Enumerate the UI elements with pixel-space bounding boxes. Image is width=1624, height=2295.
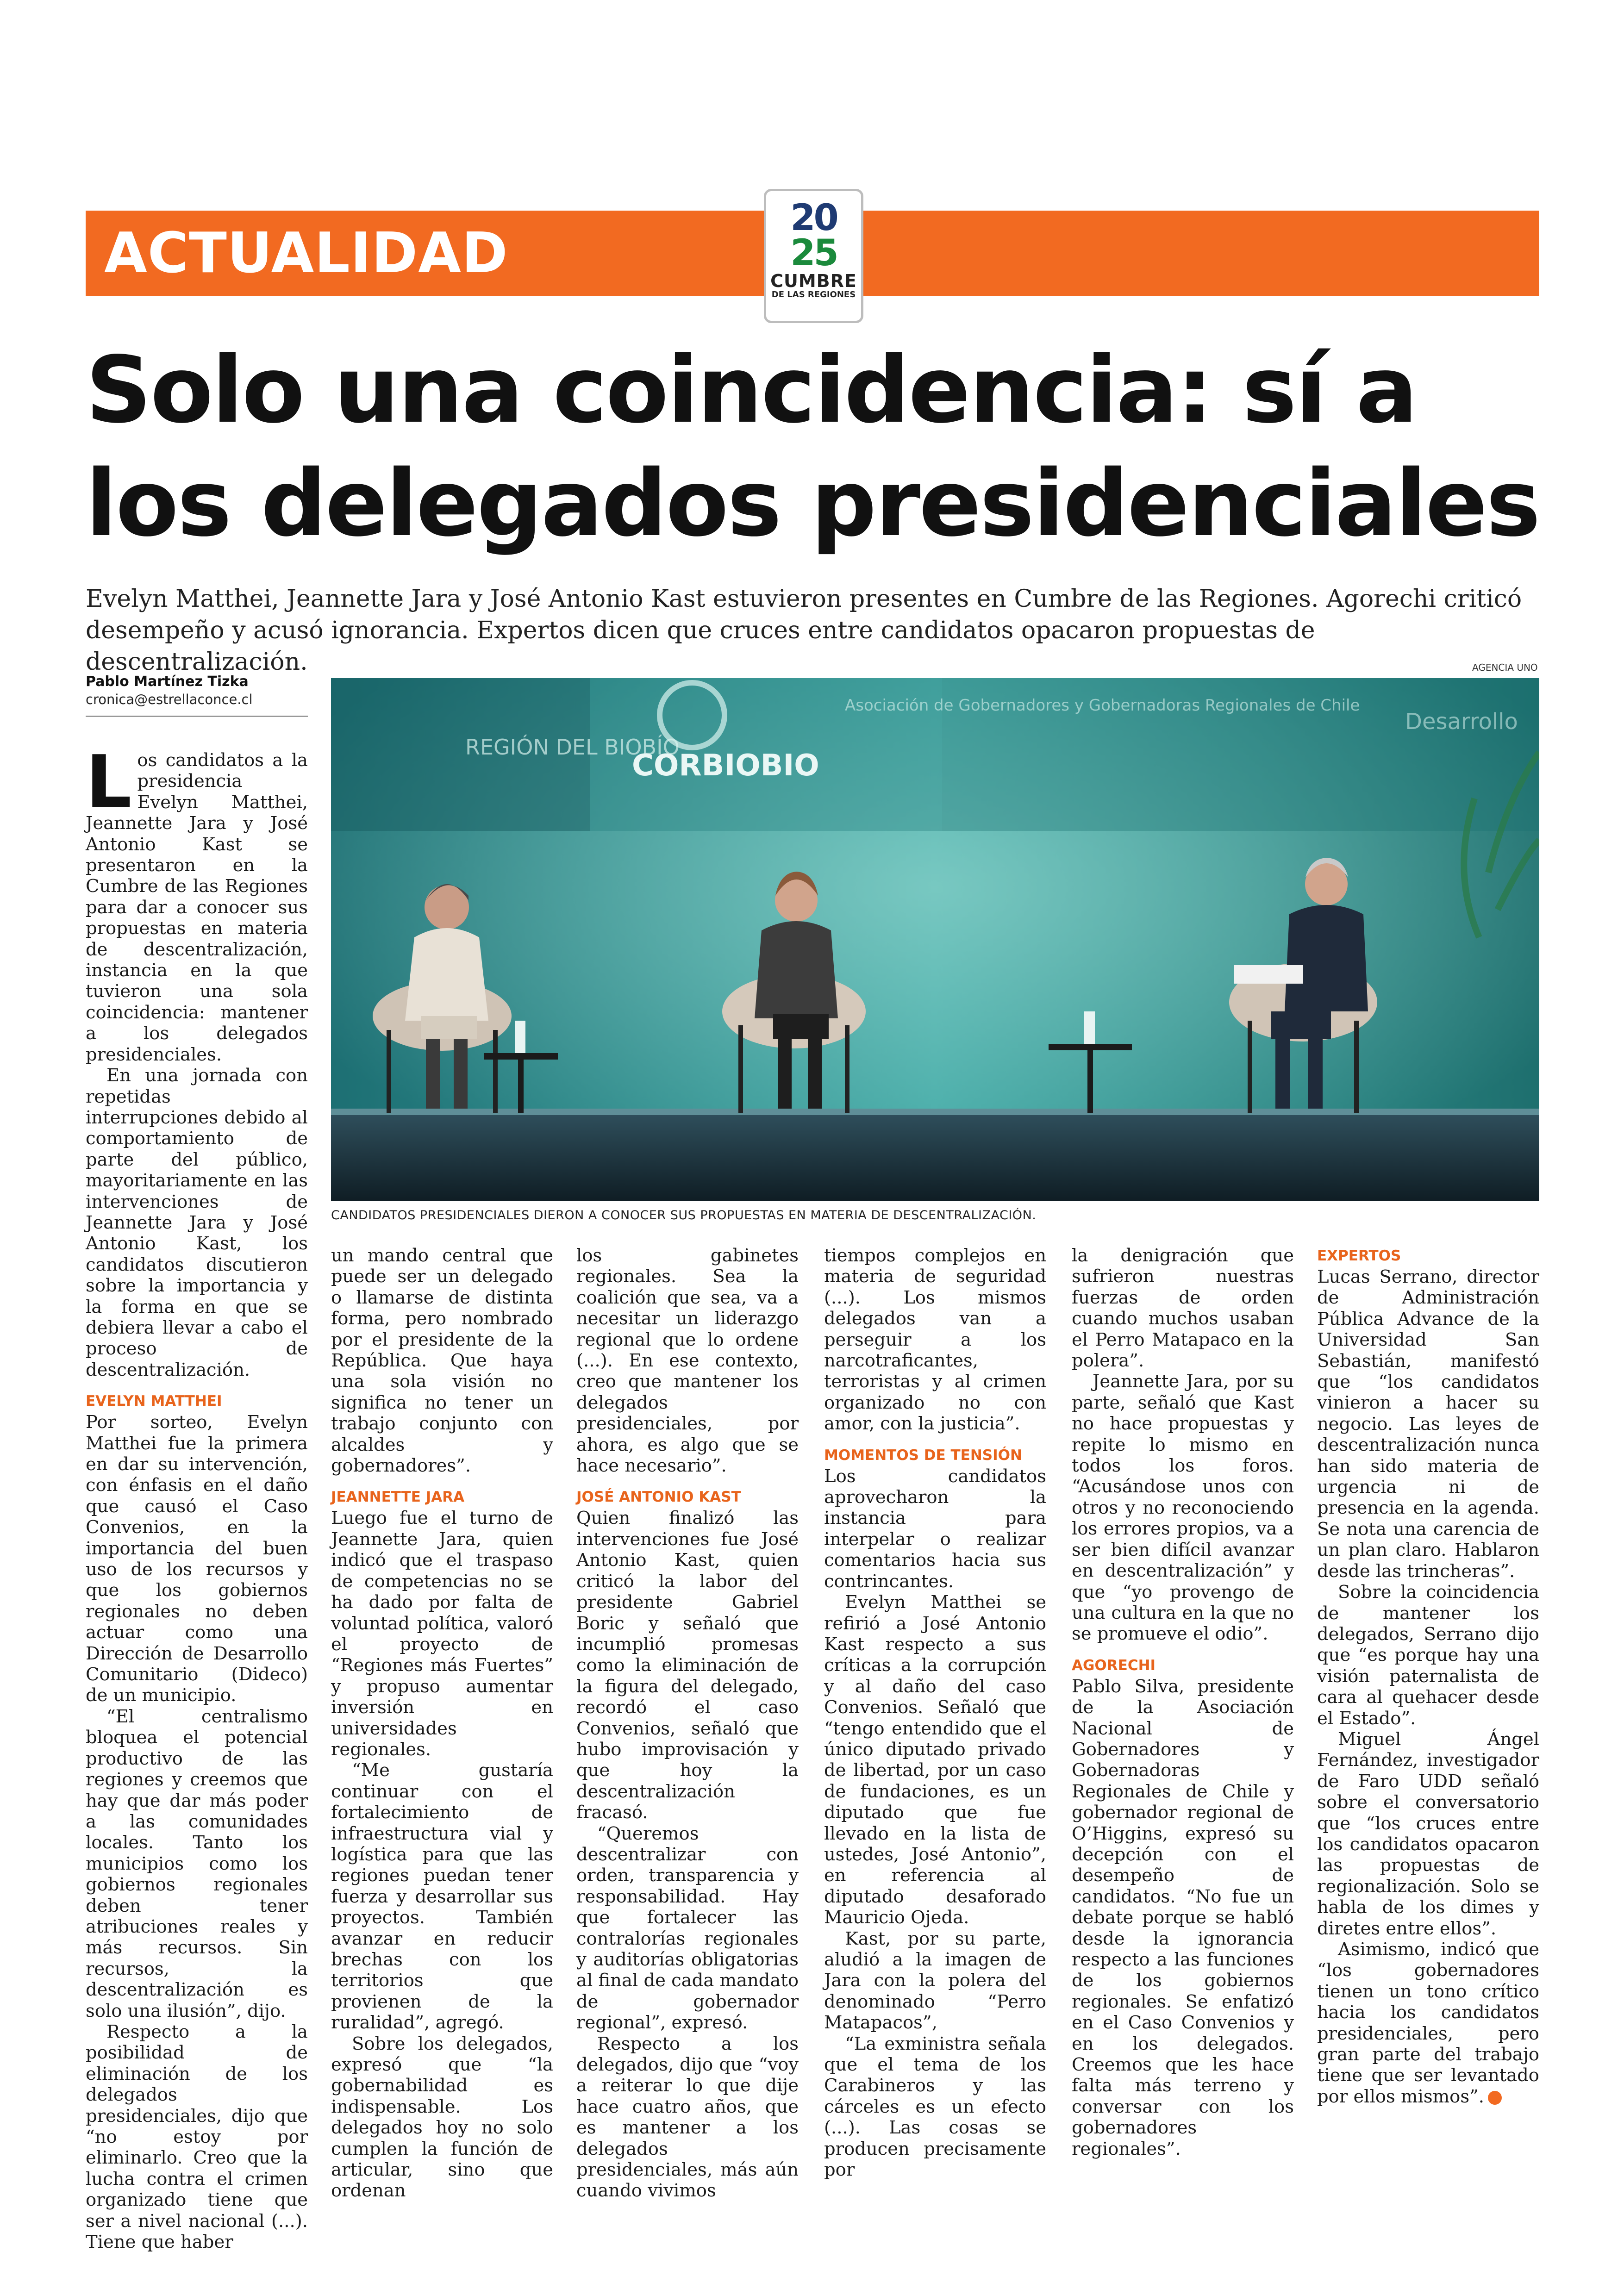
screen-text-corbiobio: CORBIOBIO: [632, 748, 819, 783]
paragraph: los gabinetes regionales. Sea la coalición que sea, va a necesitar un liderazgo regional que lo ordene (...). En ese contexto, creo que mantener los delegados presidenciales, por ahora, es algo que se hace necesario”.: [576, 1245, 799, 1477]
paragraph: tiempos complejos en materia de seguridad (...). Los mismos delegados van a perseguir a los narcotraficantes, terroristas y al crimen organizado no con amor, con la justicia”.: [824, 1245, 1046, 1434]
paragraph: Sobre la coincidencia de mantener los delegados, Serrano dijo que “es porque hay una visión paternalista de cara al quehacer desde el Estado”.: [1317, 1582, 1539, 1729]
article-column-2: [331, 1245, 553, 2201]
paragraph: la denigración que sufrieron nuestras fuerzas de orden cuando muchos usaban el Perro Matapaco en la polera”.: [1072, 1245, 1294, 1372]
article-column-3: [576, 1245, 799, 2201]
cumbre-2025-logo: [764, 189, 863, 323]
end-of-article-icon: [1488, 2091, 1502, 2105]
logo-year-bottom: 25: [790, 232, 837, 274]
screen-text-asociacion: Asociación de Gobernadores y Gobernadoras Regionales de Chile: [845, 696, 1360, 715]
paragraph: “La exministra señala que el tema de los Carabineros y las cárceles es un efecto (...). Las cosas se producen precisamente por: [824, 2033, 1046, 2181]
paragraph: Evelyn Matthei se refirió a José Antonio Kast respecto a sus críticas a la corrupción y al daño del caso Convenios. Señaló que “tengo entendido que el único diputado privado de libertad, por un caso de fundaciones, es un diputado que fue llevado en la lista de ustedes, José Antonio”, en referencia al diputado desaforado Mauricio Ojeda.: [824, 1592, 1046, 1928]
headline: [86, 333, 1539, 560]
dek: Evelyn Matthei, Jeannette Jara y José Antonio Kast estuvieron presentes en Cumbre de las Regiones. Agorechi criticó desempeño y acusó ignorancia. Expertos dicen que cruces entre candidatos opacaron propuestas de descentralización.: [86, 585, 1522, 676]
screen-text-desarrollo: Desarrollo: [1405, 709, 1518, 735]
photo-credit: AGENCIA UNO: [1472, 662, 1538, 673]
stage-scene-illustration: [331, 678, 1539, 1201]
article-column-1: [86, 740, 308, 2253]
screen-text-region: REGIÓN DEL BIOBÍO: [465, 735, 680, 760]
headline-line-1: Solo una coincidencia: sí a: [86, 337, 1417, 443]
subhead-jara: JEANNETTE JARA: [331, 1489, 465, 1506]
photo-caption: CANDIDATOS PRESIDENCIALES DIERON A CONOCER SUS PROPUESTAS EN MATERIA DE DESCENTRALIZACIÓN.: [331, 1208, 1037, 1222]
logo-name: CUMBRE: [770, 271, 857, 291]
paragraph: Los candidatos a la presidencia Evelyn Matthei, Jeannette Jara y José Antonio Kast se presentaron en la Cumbre de las Regiones para dar a conocer sus propuestas en materia de descentralización, instancia en la que tuvieron una sola coincidencia: mantener a los delegados presidenciales.: [86, 740, 308, 1065]
paragraph: Luego fue el turno de Jeannette Jara, quien indicó que el traspaso de competencias no se ha dado por falta de voluntad política, valoró el proyecto de “Regiones más Fuertes” y propuso aumentar inversión en universidades regionales.: [331, 1508, 553, 1760]
section-label: ACTUALIDAD: [104, 221, 508, 286]
paragraph: Kast, por su parte, aludió a la imagen de Jara con la polera del denominado “Perro Matapacos”,: [824, 1928, 1046, 2033]
article-column-5: [1072, 1245, 1294, 2159]
headline-line-2: los delegados presidenciales: [86, 450, 1539, 557]
subhead-matthei: EVELYN MATTHEI: [86, 1393, 222, 1410]
paragraph: Jeannette Jara, por su parte, señaló que Kast no hace propuestas y repite lo mismo en todos los foros. “Acusándose unos con otros y no reconociendo los errores propios, va a ser bien difícil avanzar en descentralización” y que “yo provengo de una cultura en la que no se promueve el odio”.: [1072, 1371, 1294, 1645]
paragraph: “Me gustaría continuar con el fortalecimiento de infraestructura vial y logística para que las regiones puedan tener fuerza y desarrollar sus proyectos. También avanzar en reducir brechas con los territorios que provienen de la ruralidad”, agregó.: [331, 1760, 553, 2033]
paragraph: En una jornada con repetidas interrupciones debido al comportamiento de parte del público, mayoritariamente en las intervenciones de Jeannette Jara y José Antonio Kast, los candidatos discutieron sobre la importancia y la forma en que se debiera llevar a cabo el proceso de descentralización.: [86, 1065, 308, 1380]
paragraph: “Queremos descentralizar con orden, transparencia y responsabilidad. Hay que fortalecer las contralorías regionales y auditorías obligatorias al final de cada mandato de gobernador regional”, expresó.: [576, 1823, 799, 2033]
paragraph: Lucas Serrano, director de Administración Pública Advance de la Universidad San Sebastián, manifestó que “los candidatos vinieron a hacer su negocio. Las leyes de descentralización nunca han sido materia de urgencia ni de presencia en la agenda. Se nota una carencia de un plan claro. Hablaron desde las trincheras”.: [1317, 1266, 1539, 1582]
subhead-expertos: EXPERTOS: [1317, 1247, 1401, 1264]
logo-subname: DE LAS REGIONES: [771, 290, 856, 299]
article-column-4: [824, 1245, 1046, 2180]
paragraph: un mando central que puede ser un delegado o llamarse de distinta forma, pero nombrado por el presidente de la República. Que haya una sola visión no significa no tener un trabajo conjunto con alcaldes y gobernadores”.: [331, 1245, 553, 1477]
paragraph: Quien finalizó las intervenciones fue José Antonio Kast, quien criticó la labor del presidente Gabriel Boric y señaló que incumplió promesas como la eliminación de la figura del delegado, recordó el caso Convenios, señaló que hubo improvisación y que hoy la descentralización fracasó.: [576, 1508, 799, 1823]
paragraph: Respecto a la posibilidad de eliminación de los delegados presidenciales, dijo que “no estoy por eliminarlo. Creo que la lucha contra el crimen organizado tiene que ser a nivel nacional (...). Tiene que haber: [86, 2021, 308, 2253]
paragraph: “El centralismo bloquea el potencial productivo de las regiones y creemos que hay que dar más poder a las comunidades locales. Tanto los municipios como los gobiernos regionales deben tener atribuciones reales y más recursos. Sin recursos, la descentralización es solo una ilusión”, dijo.: [86, 1706, 308, 2021]
subhead-tension: MOMENTOS DE TENSIÓN: [824, 1447, 1022, 1464]
byline-email: cronica@estrellaconce.cl: [86, 692, 253, 707]
paragraph: Por sorteo, Evelyn Matthei fue la primera en dar su intervención, con énfasis en el daño que causó el Caso Convenios, en la importancia del buen uso de los recursos y que los gobiernos regionales no deben actuar como una Dirección de Desarrollo Comunitario (Dideco) de un municipio.: [86, 1412, 308, 1706]
paragraph: Miguel Ángel Fernández, investigador de Faro UDD señaló sobre el conversatorio que “los cruces entre los candidatos opacaron las propuestas de regionalización. Solo se habla de los dimes y diretes entre ellos”.: [1317, 1728, 1539, 1939]
byline: [86, 674, 308, 717]
subhead-kast: JOSÉ ANTONIO KAST: [576, 1489, 741, 1506]
paragraph: Los candidatos aprovecharon la instancia para interpelar o realizar comentarios hacia sus contrincantes.: [824, 1466, 1046, 1592]
event-photo: [331, 678, 1539, 1201]
subhead-agorechi: AGORECHI: [1072, 1657, 1156, 1674]
logo-year-top: 20: [790, 197, 837, 239]
article-column-6: [1317, 1245, 1539, 2107]
paragraph: Asimismo, indicó que “los gobernadores tienen un tono crítico hacia los candidatos presidenciales, pero gran parte del trabajo tiene que ser levantado por ellos mismos”.: [1317, 1939, 1539, 2107]
paragraph: Sobre los delegados, expresó que “la gobernabilidad es indispensable. Los delegados hoy no solo cumplen la función de articular, sino que ordenan: [331, 2033, 553, 2201]
paragraph: Pablo Silva, presidente de la Asociación Nacional de Gobernadores y Gobernadoras Regionales de Chile y gobernador regional de O’Higgins, expresó su decepción con el desempeño de candidatos. “No fue un debate porque se habló desde la ignorancia respecto a las funciones de los gobiernos regionales. Se enfatizó en el Caso Convenios y en los delegados. Creemos que les hace falta más terreno y conversar con los gobernadores regionales”.: [1072, 1676, 1294, 2159]
paragraph: Respecto a los delegados, dijo que “voy a reiterar lo que dije hace cuatro años, que es mantener a los delegados presidenciales, más aún cuando vivimos: [576, 2033, 799, 2201]
byline-author: Pablo Martínez Tizka: [86, 674, 249, 690]
drop-cap: L: [86, 740, 132, 824]
